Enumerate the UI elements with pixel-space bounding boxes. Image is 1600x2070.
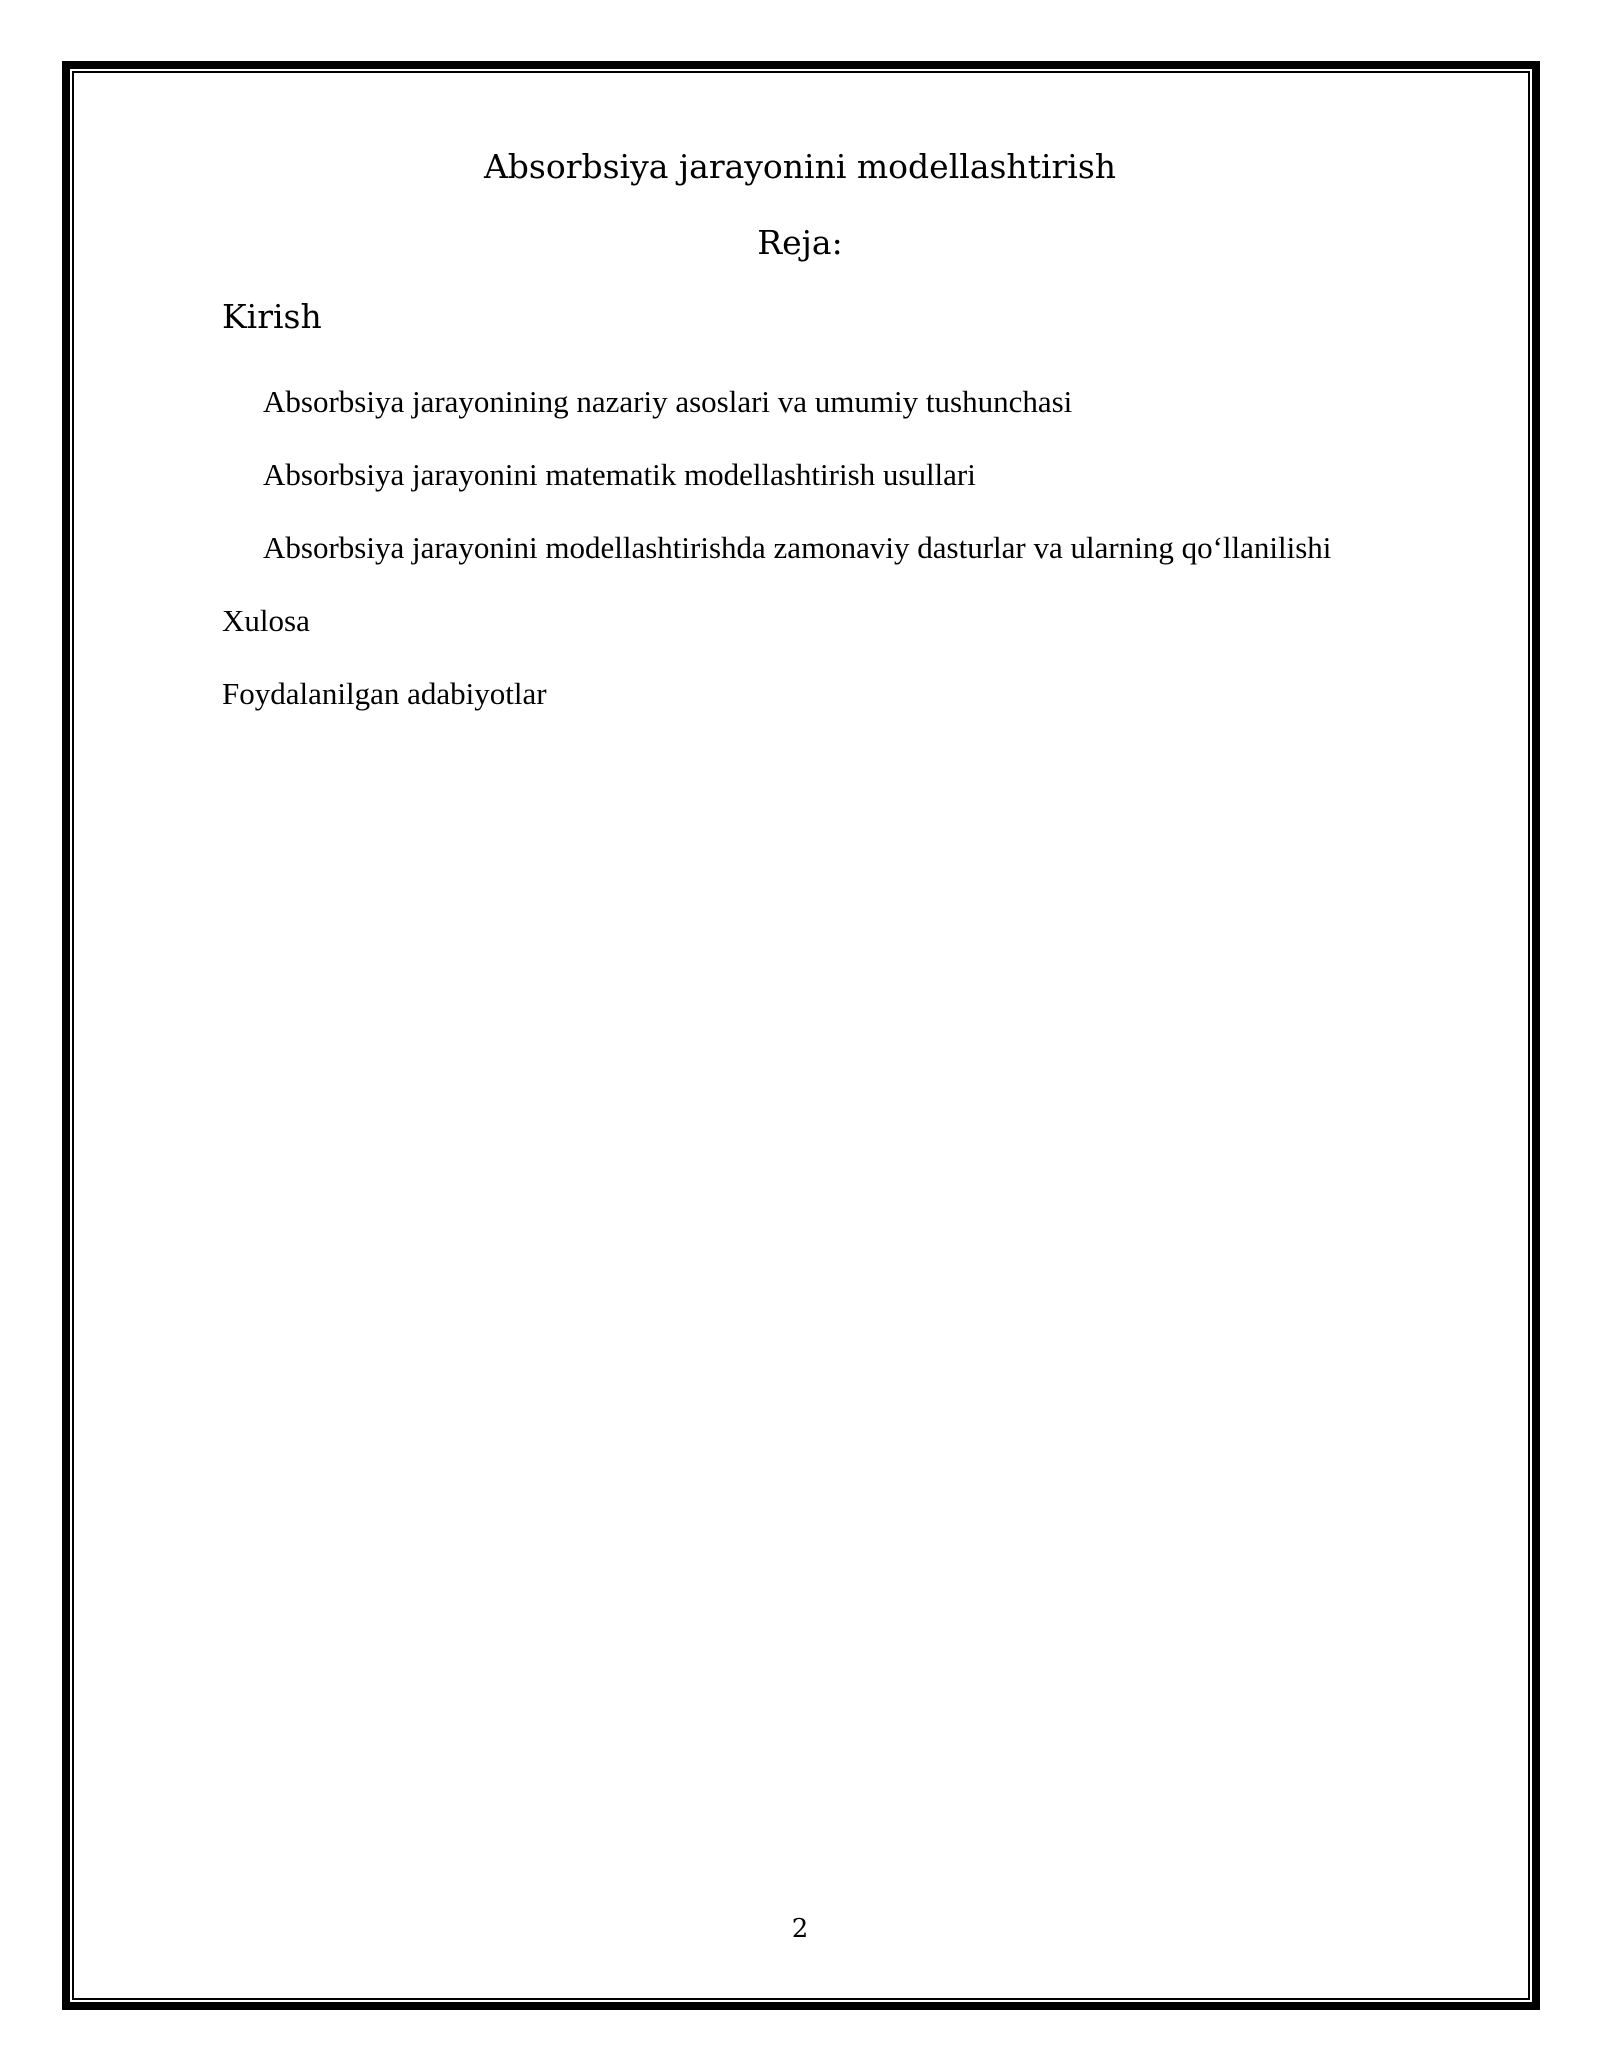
- plan-item-intro: Kirish: [222, 297, 322, 336]
- plan-item-conclusion: Xulosa: [222, 603, 310, 638]
- plan-heading: Reja:: [757, 223, 843, 262]
- plan-item-references: Foydalanilgan adabiyotlar: [222, 676, 547, 711]
- page-number: 2: [791, 1914, 809, 1944]
- plan-item-2: Absorbsiya jarayonini matematik modellashtirish usullari: [263, 457, 976, 492]
- plan-item-3: Absorbsiya jarayonini modellashtirishda zamonaviy dasturlar va ularning qo‘llanilishi: [263, 530, 1332, 565]
- page-border-inner: [72, 71, 1530, 2000]
- plan-item-1: Absorbsiya jarayonining nazariy asoslari va umumiy tushunchasi: [263, 384, 1073, 419]
- document-title: Absorbsiya jarayonini modellashtirish: [483, 147, 1117, 186]
